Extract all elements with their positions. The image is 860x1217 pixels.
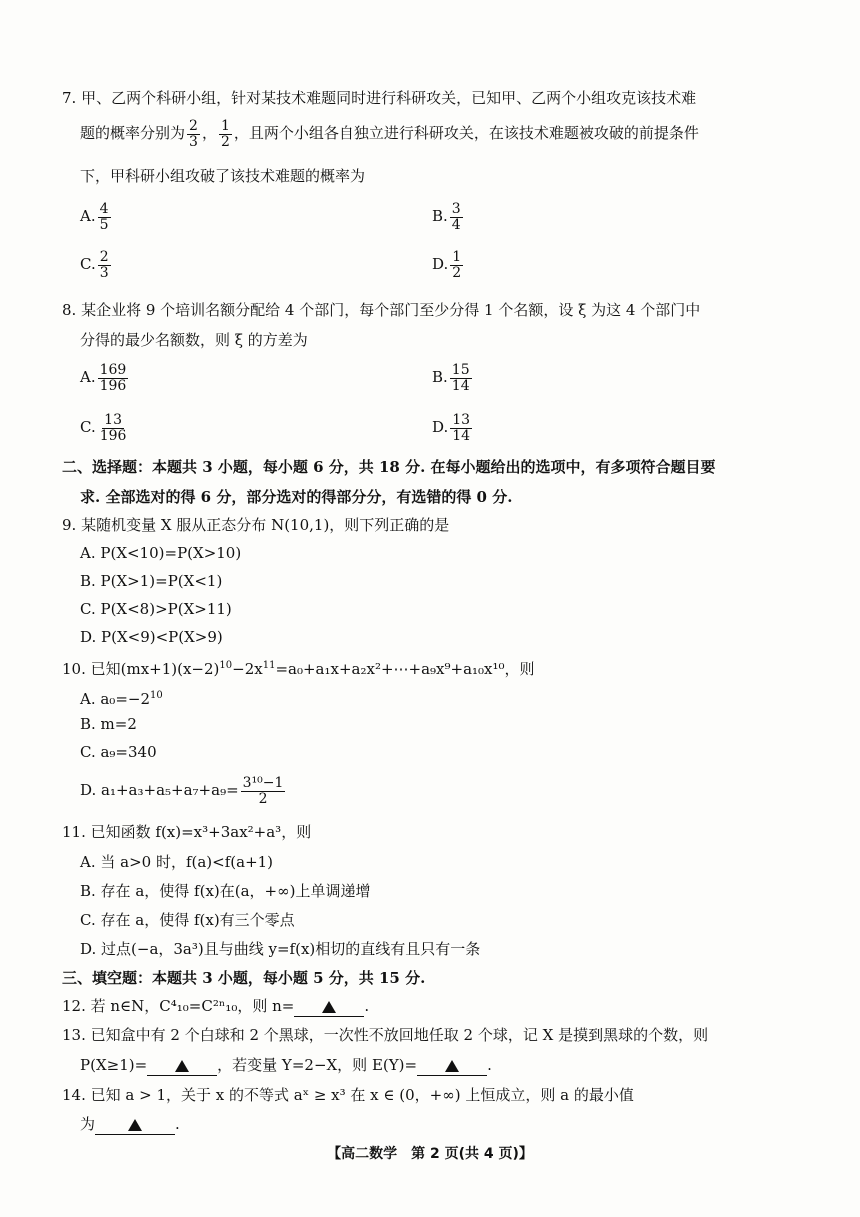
q11-option-a: A. 当 a>0 时，f(a)<f(a+1)	[80, 853, 274, 871]
q13-line1: 13. 已知盒中有 2 个白球和 2 个黑球，一次性不放回地任取 2 个球，记 X 是摸到黑球的个数，则	[62, 1026, 709, 1044]
page-footer: 【高二数学 第 2 页(共 4 页)】	[327, 1146, 533, 1162]
q9-option-b: B. P(X>1)=P(X<1)	[80, 572, 223, 590]
triangle-icon	[128, 1119, 142, 1131]
section2-heading-line2: 求. 全部选对的得 6 分，部分选对的得部分分，有选错的得 0 分.	[80, 488, 513, 506]
q9-stem: 9. 某随机变量 X 服从正态分布 N(10,1)，则下列正确的是	[62, 516, 450, 534]
q8-option-a: A. $\frac{169}{196}$	[80, 361, 127, 394]
q10-option-a: A. $a_0=-2^{10}$	[80, 690, 163, 708]
q7-line2: 题的概率分别为 $\frac{2}{3}$ ， $\frac{1}{2}$ ，且两个小组各自独立进行科研攻关，在该技术难题被攻破的前提条件	[80, 117, 699, 150]
q8-option-b: B. $\frac{15}{14}$	[432, 361, 470, 394]
q11-option-b: B. 存在 a，使得 f(x)在(a，+∞)上单调递增	[80, 882, 371, 900]
q11-option-c: C. 存在 a，使得 f(x)有三个零点	[80, 911, 295, 929]
q7-option-c: C. $\frac{2}{3}$	[80, 248, 109, 281]
q10-option-c: C. a₉=340	[80, 743, 157, 761]
triangle-icon	[445, 1060, 459, 1072]
q10-stem: 10. 已知$(mx+1)(x-2)^{10}-2x^{11}=a_0+a_1x+a_2x^2+\cdots+a_9x^9+a_{10}x^{10}$，则	[62, 660, 535, 678]
q14-answer-blank	[95, 1114, 175, 1135]
q11-option-d: D. 过点(−a，3a³)且与曲线 y=f(x)相切的直线有且只有一条	[80, 940, 481, 958]
q9-option-a: A. P(X<10)=P(X>10)	[80, 544, 242, 562]
q13-answer-blank-1	[147, 1055, 217, 1076]
q7-option-a: A. $\frac{4}{5}$	[80, 200, 109, 233]
q14-line1: 14. 已知 a > 1，关于 x 的不等式 aˣ ≥ x³ 在 x ∈ (0，+∞) 上恒成立，则 a 的最小值	[62, 1086, 634, 1104]
q9-option-c: C. P(X<8)>P(X>11)	[80, 600, 232, 618]
q13-answer-blank-2	[417, 1055, 487, 1076]
q9-option-d: D. P(X<9)<P(X>9)	[80, 628, 223, 646]
q10-option-d: D. a₁+a₃+a₅+a₇+a₉= $\frac{\text{3¹⁰−1}}{2}$	[80, 774, 284, 807]
q7-line3: 下，甲科研小组攻破了该技术难题的概率为	[80, 167, 366, 185]
q7-frac1: $\frac{2}{3}$	[189, 117, 198, 150]
q11-stem: 11. 已知函数 f(x)=x³+3ax²+a³，则	[62, 823, 312, 841]
q7-option-b: B. $\frac{3}{4}$	[432, 200, 461, 233]
q13-line2: P(X≥1)= ，若变量 Y=2−X，则 E(Y)= .	[80, 1056, 492, 1074]
q8-option-d: D. $\frac{13}{14}$	[432, 411, 471, 444]
q7-line1: 7. 甲、乙两个科研小组，针对某技术难题同时进行科研攻关，已知甲、乙两个小组攻克该技术难	[62, 89, 697, 107]
q10-option-b: B. m=2	[80, 715, 137, 733]
triangle-icon	[175, 1060, 189, 1072]
q8-line1: 8. 某企业将 9 个培训名额分配给 4 个部门，每个部门至少分得 1 个名额，设 ξ 为这 4 个部门中	[62, 301, 701, 319]
q7-frac2: $\frac{1}{2}$	[220, 117, 230, 150]
q14-line2: 为 .	[80, 1115, 180, 1133]
q7-option-d: D. $\frac{1}{2}$	[432, 248, 462, 281]
q8-option-c: C. $\frac{13}{196}$	[80, 411, 127, 444]
q12-answer-blank	[294, 996, 364, 1017]
triangle-icon	[322, 1001, 336, 1013]
section3-heading: 三、填空题：本题共 3 小题，每小题 5 分，共 15 分.	[62, 969, 426, 987]
q8-line2: 分得的最少名额数，则 ξ 的方差为	[80, 331, 308, 349]
section2-heading-line1: 二、选择题：本题共 3 小题，每小题 6 分，共 18 分. 在每小题给出的选项中，有多项符合题目要	[62, 458, 716, 476]
q12-stem: 12. 若 n∈N，C⁴₁₀=C²ⁿ₁₀，则 n= .	[62, 997, 370, 1015]
